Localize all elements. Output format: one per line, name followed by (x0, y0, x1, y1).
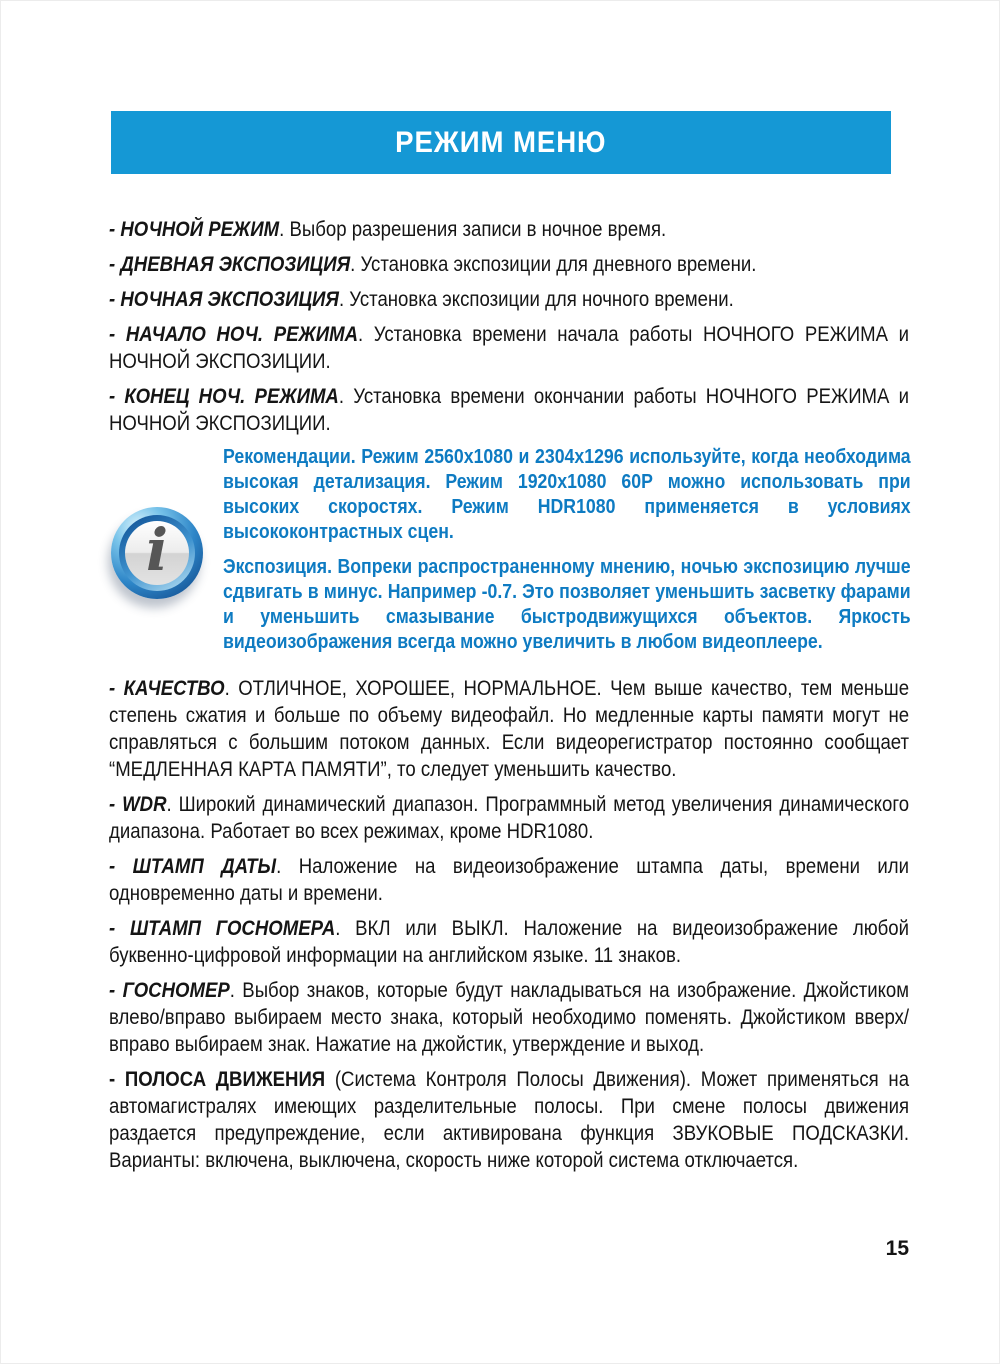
info-text (223, 445, 1000, 665)
entry-term: - ШТАМП ГОСНОМЕРА (109, 917, 336, 940)
entry-text: . ВКЛ или ВЫКЛ. Наложение на видеоизображение любой буквенно-цифровой информации на английском языке. 11 знаков. (109, 917, 910, 967)
entry-term: - НОЧНОЙ РЕЖИМ (109, 218, 280, 241)
page-body (1, 111, 1000, 1174)
entry-plate-stamp (109, 915, 909, 969)
info-icon-column (111, 445, 223, 599)
entry-night-exposure (109, 286, 909, 313)
entry-term: - КАЧЕСТВО (109, 677, 225, 700)
section-banner (111, 111, 891, 174)
entry-date-stamp (109, 853, 909, 907)
entry-text: . Выбор разрешения записи в ночное время. (279, 218, 667, 241)
entry-term: - НАЧАЛО НОЧ. РЕЖИМА (109, 323, 359, 346)
entry-text: . ОТЛИЧНОЕ, ХОРОШЕЕ, НОРМАЛЬНОЕ. Чем выше качество, тем меньше степень сжатия и больше по объему видеофайл. Но медленные карты памяти могут не справляться с большим потоком данных. Если видеорегистратор постоянно сообщает “МЕДЛЕННАЯ КАРТА ПАМЯТИ”, то следует уменьшить качество. (109, 677, 910, 781)
entry-night-mode (109, 216, 909, 243)
entry-term: - ПОЛОСА ДВИЖЕНИЯ (109, 1068, 326, 1091)
entry-wdr (109, 791, 909, 845)
info-icon (111, 507, 203, 599)
info-paragraph-recommendations: Рекомендации. Режим 2560х1080 и 2304х1296 используйте, когда необходима высокая детализация. Режим 1920х1080 60Р можно использовать при высоких скоростях. Режим HDR1080 применяется в условиях высококонтрастных сцен. (223, 446, 911, 543)
entry-term: - ГОСНОМЕР (109, 979, 230, 1002)
page-title: РЕЖИМ МЕНЮ (395, 125, 607, 159)
entry-text: . Установка времени окончании работы НОЧНОГО РЕЖИМА и НОЧНОЙ ЭКСПОЗИЦИИ. (109, 385, 910, 435)
info-box (111, 445, 911, 665)
entry-night-mode-start (109, 321, 909, 375)
entry-text: . Наложение на видеоизображение штампа даты, времени или одновременно даты и времени. (109, 855, 910, 905)
page-number: 15 (885, 1237, 909, 1260)
info-paragraph-exposure: Экспозиция. Вопреки распространенному мнению, ночью экспозицию лучше сдвигать в минус. Например -0.7. Это позволяет уменьшить засветку фарами и уменьшить смазывание быстродвижущихся объектов. Яркость видеоизображения всегда можно увеличить в любом видеоплеере. (223, 556, 911, 653)
entry-plate-number (109, 977, 909, 1058)
entry-lane-control (109, 1066, 909, 1174)
entry-term: - ШТАМП ДАТЫ (109, 855, 277, 878)
info-icon-glyph: i (145, 516, 169, 584)
entry-text: . Выбор знаков, которые будут накладываться на изображение. Джойстиком влево/вправо выбираем место знака, который необходимо поменять. Джойстиком вверх/вправо выбираем знак. Нажатие на джойстик, утверждение и выход. (109, 979, 910, 1056)
info-icon-face (125, 516, 189, 585)
entry-night-mode-end (109, 383, 909, 437)
entry-text: . Установка экспозиции для ночного времени. (338, 288, 734, 311)
entry-text: (Система Контроля Полосы Движения). Может применяться на автомагистралях имеющих разделительные полосы. При смене полосы движения раздается предупреждение, если активирована функция ЗВУКОВЫЕ ПОДСКАЗКИ. Варианты: включена, выключена, скорость ниже которой система отключается. (109, 1068, 910, 1172)
entry-text: . Широкий динамический диапазон. Программный метод увеличения динамического диапазона. Работает во всех режимах, кроме HDR1080. (109, 793, 910, 843)
entry-term: - WDR (109, 793, 167, 816)
entry-quality (109, 675, 909, 783)
entry-term: - КОНЕЦ НОЧ. РЕЖИМА (109, 385, 339, 408)
info-icon-ring (119, 515, 195, 591)
entry-text: . Установка времени начала работы НОЧНОГО РЕЖИМА и НОЧНОЙ ЭКСПОЗИЦИИ. (109, 323, 910, 373)
entry-term: - ДНЕВНАЯ ЭКСПОЗИЦИЯ (109, 253, 351, 276)
menu-descriptions (109, 216, 911, 1174)
entry-text: . Установка экспозиции для дневного времени. (350, 253, 757, 276)
entry-day-exposure (109, 251, 909, 278)
entry-term: - НОЧНАЯ ЭКСПОЗИЦИЯ (109, 288, 339, 311)
